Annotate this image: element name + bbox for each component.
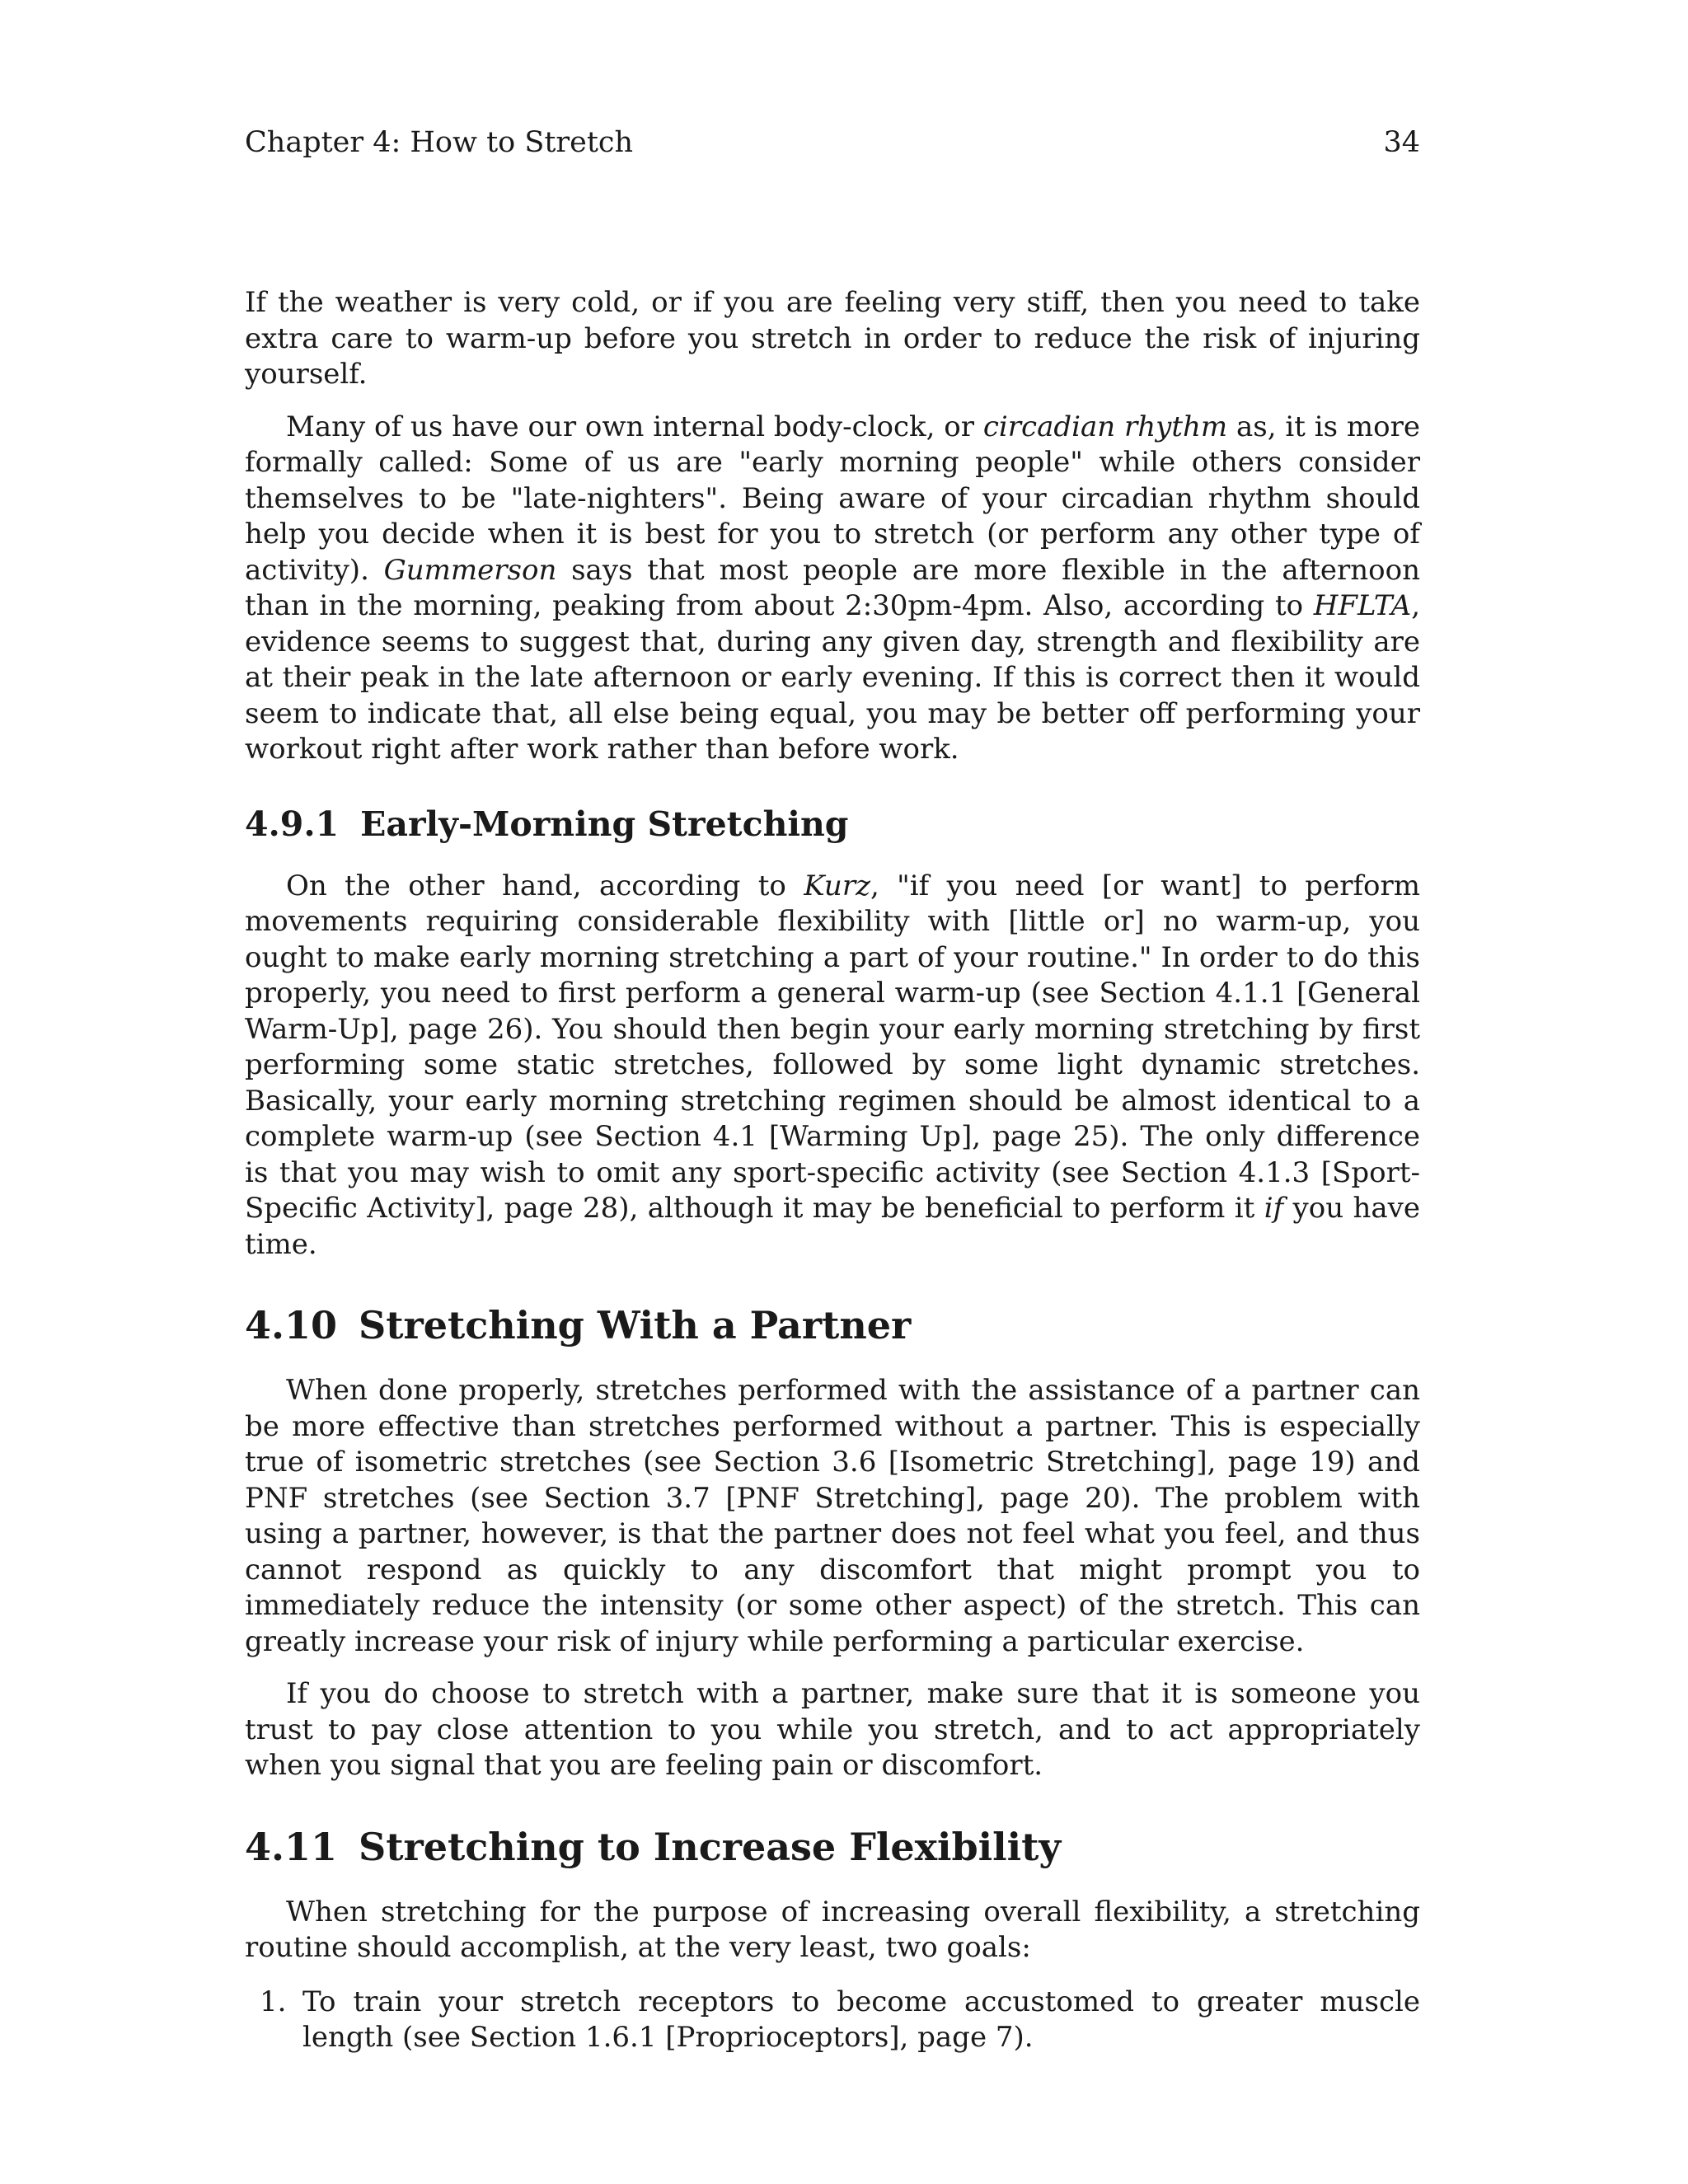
emphasis-gummerson: Gummerson <box>383 553 557 587</box>
section-heading-4-9-1 <box>245 803 1420 846</box>
intro-text-a: Many of us have our own internal body-clock, or <box>286 410 983 443</box>
early-morning-paragraph <box>245 869 1420 1263</box>
section-number: 4.11 <box>245 1824 338 1869</box>
page-number: 34 <box>1383 126 1420 159</box>
emphasis-if: if <box>1264 1192 1284 1225</box>
section-heading-4-11 <box>245 1824 1420 1870</box>
chapter-title: Chapter 4: How to Stretch <box>245 126 634 159</box>
intro-text-c: says that most people are more flexible in the afternoon than in the morning, peaking from about 2:30pm-4pm. Also, according to <box>245 553 1421 622</box>
section-title: Stretching With a Partner <box>359 1303 912 1347</box>
page-body <box>245 285 1420 2056</box>
intro-text-d: , evidence seems to suggest that, during any given day, strength and flexibility are at their peak in the late afternoon or early evening. If this is correct then it would seem to indicate that, all else being equal, you may be better off performing your workout right after work rather than before work. <box>245 589 1420 766</box>
early-text-c: you have time. <box>245 1192 1421 1261</box>
partner-paragraph-2: If you do choose to stretch with a partner, make sure that it is someone you trust to pay close attention to you while you stretch, and to act appropriately when you signal that you are feeling pain or discomfort. <box>245 1677 1420 1782</box>
section-number: 4.10 <box>245 1303 338 1347</box>
section-title: Early-Morning Stretching <box>360 804 849 844</box>
document-page <box>245 124 1421 2054</box>
intro-paragraph-2 <box>245 410 1420 768</box>
intro-text-b: as, it is more formally called: Some of us are "early morning people" while others consider themselves to be "late-nighters". Being aware of your circadian rhythm should help you decide when it is best for you to stretch (or perform any other type of activity). <box>245 410 1420 587</box>
list-item-text: To train your stretch receptors to become accustomed to greater muscle length (see Section 1.6.1 [Proprioceptors], page 7). <box>302 1985 1420 2054</box>
goals-list <box>245 1985 1420 2056</box>
list-item-number: 1. <box>260 1985 287 2018</box>
emphasis-circadian-rhythm: circadian rhythm <box>982 410 1228 443</box>
section-title: Stretching to Increase Flexibility <box>359 1824 1062 1869</box>
running-header <box>245 124 1420 162</box>
partner-paragraph-1: When done properly, stretches performed with the assistance of a partner can be more effective than stretches performed without a partner. This is especially true of isometric stretches (see Section 3.6 [Isometric Stretching], page 19) and PNF stretches (see Section 3.7 [PNF Stretching], page 20). The problem with using a partner, however, is that the partner does not feel what you feel, and thus cannot respond as quickly to any discomfort that might prompt you to immediately reduce the intensity (or some other aspect) of the stretch. This can greatly increase your risk of injury while performing a particular exercise. <box>245 1374 1420 1658</box>
intro-paragraph-1: If the weather is very cold, or if you are feeling very stiff, then you need to take extra care to warm-up before you stretch in order to reduce the risk of injuring yourself. <box>245 286 1420 391</box>
early-text-a: On the other hand, according to <box>286 869 804 902</box>
flexibility-paragraph: When stretching for the purpose of increasing overall flexibility, a stretching routine should accomplish, at the very least, two goals: <box>245 1895 1420 1964</box>
list-item <box>245 1985 1420 2056</box>
section-number: 4.9.1 <box>245 804 340 844</box>
early-text-b: , "if you need [or want] to perform movements requiring considerable flexibility with [little or] no warm-up, you ought to make early morning stretching a part of your routine." In order to do this properly, you need to first perform a general warm-up (see Section 4.1.1 [General Warm-Up], page 26). You should then begin your early morning stretching by first performing some static stretches, followed by some light dynamic stretches. Basically, your early morning stretching regimen should be almost identical to a complete warm-up (see Section 4.1 [Warming Up], page 25). The only difference is that you may wish to omit any sport-specific activity (see Section 4.1.3 [Sport-Specific Activity], page 28), although it may be beneficial to perform it <box>245 869 1420 1225</box>
emphasis-hflta: HFLTA <box>1313 589 1412 622</box>
emphasis-kurz: Kurz <box>804 869 870 902</box>
section-heading-4-10 <box>245 1302 1420 1348</box>
